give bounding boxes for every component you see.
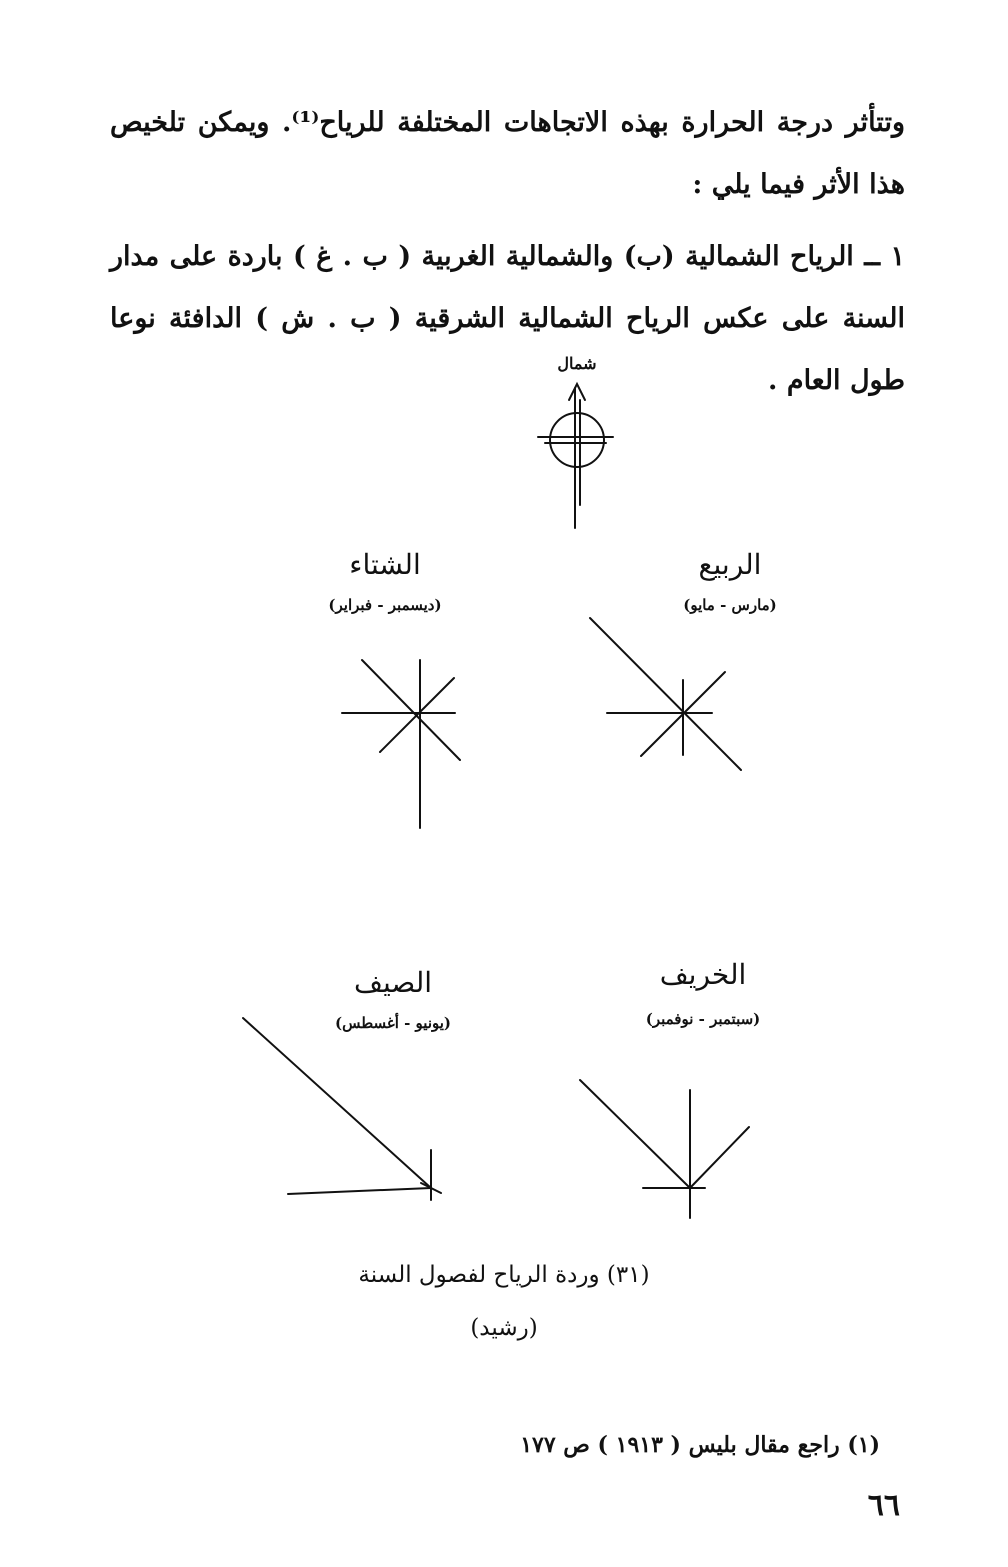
autumn-label: الخريف <box>659 958 747 991</box>
spring-label: الربيع <box>698 548 762 581</box>
summer-months: (يونيو - أغسطس) <box>334 1014 452 1032</box>
winter-label: الشتاء <box>349 548 421 581</box>
summer-label: الصيف <box>353 966 433 999</box>
winter-months: (ديسمبر - فبراير) <box>328 596 442 614</box>
summer-wind-rose <box>243 1018 441 1200</box>
winter-wind-rose <box>342 660 460 828</box>
autumn-wind-rose <box>580 1080 749 1218</box>
north-compass-icon <box>538 384 613 528</box>
paragraph-1: وتتأثر درجة الحرارة بهذه الاتجاهات المختلفة للرياح⁽¹⁾. ويمكن تلخيص هذا الأثر فيما يلي : <box>110 107 905 200</box>
figure-source: (رشيد) <box>470 1315 538 1341</box>
north-label: شمال <box>557 354 597 373</box>
footnote: (١) راجع مقال بليس ( ١٩١٣ ) ص ١٧٧ <box>520 1432 880 1458</box>
autumn-months: (سبتمبر - نوفمبر) <box>645 1010 761 1028</box>
figure-caption: (٣١) وردة الرياح لفصول السنة <box>358 1262 650 1288</box>
spring-months: (مارس - مايو) <box>683 596 777 614</box>
paragraph-2: ١ ــ الرياح الشمالية (ب) والشمالية الغربية ( ب . غ ) باردة على مدار السنة على عكس الرياح الشمالية الشرقية ( ب . ش ) الدافئة نوعا طول العام . <box>110 241 905 396</box>
page-number: ٦٦ <box>867 1488 900 1523</box>
spring-wind-rose <box>590 618 741 770</box>
